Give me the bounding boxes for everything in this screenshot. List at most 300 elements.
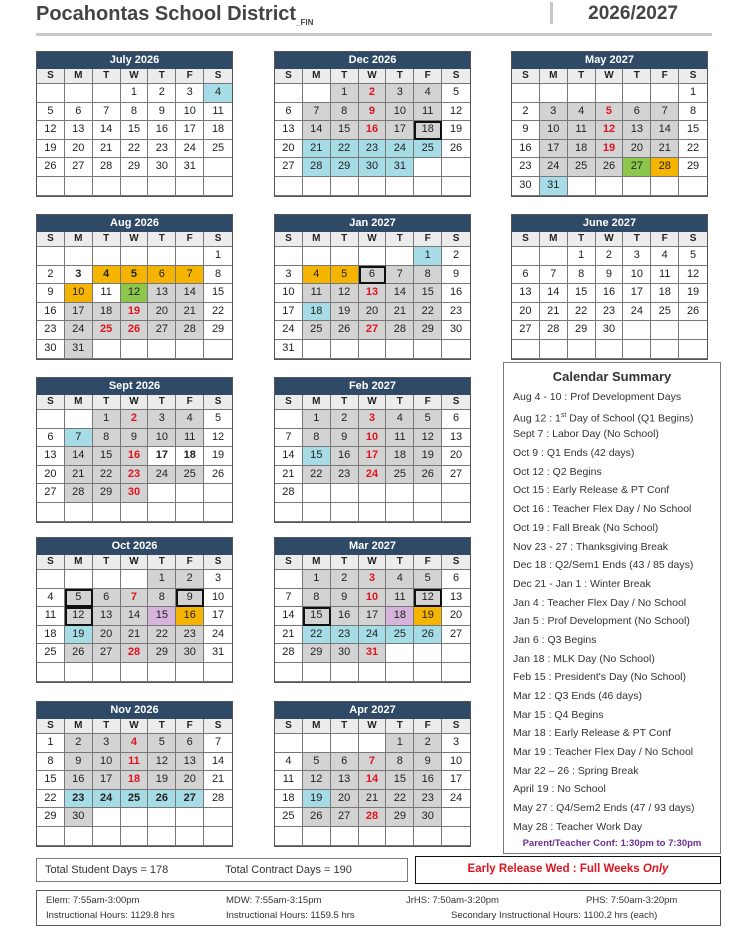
day-cell: 17: [442, 771, 470, 790]
day-cell: 13: [93, 607, 121, 626]
day-cell: 10: [359, 429, 387, 448]
empty-cell: [93, 570, 121, 589]
month-calendar: [36, 377, 233, 523]
day-cell: 14: [540, 284, 568, 303]
day-cell: 25: [37, 644, 65, 663]
weekday-header: F: [651, 232, 679, 247]
day-cell: 12: [442, 103, 470, 122]
day-cell: 27: [93, 644, 121, 663]
day-cell: 23: [121, 466, 149, 485]
empty-cell: [275, 570, 303, 589]
weekday-header: S: [512, 232, 540, 247]
day-cell: 2: [512, 103, 540, 122]
day-cell: 9: [512, 121, 540, 140]
day-cell: 13: [65, 121, 93, 140]
day-cell: 10: [65, 284, 93, 303]
empty-cell: [512, 247, 540, 266]
day-cell: 23: [359, 140, 387, 159]
empty-cell: [331, 247, 359, 266]
month-title: Sept 2026: [37, 378, 232, 395]
summary-item: Nov 23 - 27 : Thanksgiving Break: [513, 540, 669, 553]
empty-cell: [148, 340, 176, 359]
weekday-header: S: [512, 69, 540, 84]
day-cell: 4: [121, 734, 149, 753]
empty-cell: [93, 340, 121, 359]
day-cell: 31: [540, 177, 568, 196]
empty-cell: [275, 177, 303, 196]
empty-cell: [65, 247, 93, 266]
day-cell: 5: [414, 570, 442, 589]
day-cell: 5: [65, 589, 93, 608]
day-cell: 21: [204, 771, 232, 790]
month-grid: [512, 232, 707, 359]
day-cell: 5: [596, 103, 624, 122]
day-cell: 15: [679, 121, 707, 140]
day-cell: 17: [275, 303, 303, 322]
summary-item: Mar 19 : Teacher Flex Day / No School: [513, 746, 694, 759]
summary-item: Dec 21 - Jan 1 : Winter Break: [513, 577, 651, 590]
day-cell: 25: [121, 790, 149, 809]
empty-cell: [414, 484, 442, 503]
day-cell: 28: [386, 321, 414, 340]
day-cell: 24: [93, 790, 121, 809]
empty-cell: [540, 340, 568, 359]
weekday-header: T: [93, 69, 121, 84]
summary-item: Mar 15 : Q4 Begins: [513, 708, 604, 721]
weekday-header: F: [176, 232, 204, 247]
weekday-header: W: [121, 555, 149, 570]
day-cell: 2: [359, 84, 387, 103]
weekday-header: M: [540, 232, 568, 247]
day-cell: 23: [331, 466, 359, 485]
elem-hours: Instructional Hours: 1129.8 hrs: [46, 910, 175, 921]
empty-cell: [204, 484, 232, 503]
month-calendar: [36, 701, 233, 847]
day-cell: 5: [303, 753, 331, 772]
weekday-header: F: [414, 719, 442, 734]
weekday-header: S: [275, 555, 303, 570]
day-cell: 6: [148, 266, 176, 285]
day-cell: 16: [359, 121, 387, 140]
day-cell: 30: [331, 644, 359, 663]
day-cell: 17: [623, 284, 651, 303]
empty-cell: [275, 247, 303, 266]
day-cell: 30: [121, 484, 149, 503]
day-cell: 29: [37, 808, 65, 827]
day-cell: 29: [331, 158, 359, 177]
day-cell: 14: [275, 447, 303, 466]
empty-cell: [386, 340, 414, 359]
day-cell: 16: [65, 771, 93, 790]
day-cell: 7: [65, 429, 93, 448]
empty-cell: [651, 177, 679, 196]
empty-cell: [176, 663, 204, 682]
day-cell: 13: [176, 753, 204, 772]
day-cell: 27: [623, 158, 651, 177]
month-title: Oct 2026: [37, 538, 232, 555]
summary-item: Mar 18 : Early Release & PT Conf: [513, 727, 671, 740]
summary-item: Oct 19 : Fall Break (No School): [513, 521, 659, 534]
weekday-header: F: [176, 719, 204, 734]
day-cell: 28: [204, 790, 232, 809]
secondary-hours: Secondary Instructional Hours: 1100.2 hrs (each): [451, 910, 658, 921]
weekday-header: M: [65, 232, 93, 247]
day-cell: 6: [512, 266, 540, 285]
day-cell: 13: [37, 447, 65, 466]
day-cell: 14: [65, 447, 93, 466]
day-cell: 26: [414, 626, 442, 645]
empty-cell: [275, 734, 303, 753]
day-cell: 4: [386, 410, 414, 429]
day-cell: 13: [623, 121, 651, 140]
empty-cell: [331, 340, 359, 359]
month-grid: [275, 555, 470, 682]
day-cell: 20: [65, 140, 93, 159]
weekday-header: F: [176, 395, 204, 410]
day-cell: 5: [331, 266, 359, 285]
empty-cell: [65, 177, 93, 196]
day-cell: 2: [148, 84, 176, 103]
month-title: Mar 2027: [275, 538, 470, 555]
day-cell: 8: [121, 103, 149, 122]
day-cell: 1: [303, 410, 331, 429]
day-cell: 5: [121, 266, 149, 285]
summary-item: Dec 18 : Q2/Sem1 Ends (43 / 85 days): [513, 559, 694, 572]
month-grid: [275, 69, 470, 196]
weekday-header: W: [359, 719, 387, 734]
empty-cell: [331, 827, 359, 846]
day-cell: 6: [331, 753, 359, 772]
totals-box: [36, 858, 408, 882]
empty-cell: [596, 84, 624, 103]
day-cell: 16: [442, 284, 470, 303]
weekday-header: T: [331, 395, 359, 410]
weekday-header: W: [596, 69, 624, 84]
empty-cell: [93, 808, 121, 827]
day-cell: 20: [512, 303, 540, 322]
day-cell: 22: [679, 140, 707, 159]
day-cell: 28: [275, 484, 303, 503]
month-title: Aug 2026: [37, 215, 232, 232]
weekday-header: F: [651, 69, 679, 84]
day-cell: 26: [37, 158, 65, 177]
day-cell: 1: [204, 247, 232, 266]
empty-cell: [623, 84, 651, 103]
empty-cell: [442, 177, 470, 196]
weekday-header: T: [93, 555, 121, 570]
empty-cell: [37, 827, 65, 846]
empty-cell: [359, 177, 387, 196]
day-cell: 12: [414, 429, 442, 448]
empty-cell: [359, 734, 387, 753]
weekday-header: F: [176, 69, 204, 84]
day-cell: 10: [148, 429, 176, 448]
day-cell: 25: [568, 158, 596, 177]
day-cell: 5: [414, 410, 442, 429]
calendar-summary: [503, 362, 721, 854]
empty-cell: [442, 340, 470, 359]
day-cell: 2: [442, 247, 470, 266]
empty-cell: [37, 177, 65, 196]
day-cell: 1: [37, 734, 65, 753]
weekday-header: W: [121, 719, 149, 734]
weekday-header: S: [204, 555, 232, 570]
weekday-header: M: [303, 232, 331, 247]
empty-cell: [568, 84, 596, 103]
weekday-header: M: [303, 395, 331, 410]
summary-item: April 19 : No School: [513, 783, 606, 796]
day-cell: 2: [331, 570, 359, 589]
day-cell: 29: [148, 644, 176, 663]
empty-cell: [204, 340, 232, 359]
weekday-header: S: [37, 395, 65, 410]
weekday-header: W: [359, 69, 387, 84]
day-cell: 30: [442, 321, 470, 340]
early-release-note: Early Release Wed : Full Weeks Only: [415, 856, 721, 884]
day-cell: 27: [442, 626, 470, 645]
empty-cell: [679, 177, 707, 196]
empty-cell: [386, 663, 414, 682]
day-cell: 3: [359, 570, 387, 589]
weekday-header: T: [386, 232, 414, 247]
month-calendar: [511, 214, 708, 360]
empty-cell: [121, 663, 149, 682]
day-cell: 26: [331, 321, 359, 340]
empty-cell: [37, 570, 65, 589]
day-cell: 29: [204, 321, 232, 340]
day-cell: 2: [121, 410, 149, 429]
day-cell: 30: [512, 177, 540, 196]
empty-cell: [37, 663, 65, 682]
day-cell: 16: [176, 607, 204, 626]
day-cell: 26: [414, 466, 442, 485]
summary-item: Sept 7 : Labor Day (No School): [513, 428, 659, 441]
empty-cell: [176, 503, 204, 522]
empty-cell: [65, 663, 93, 682]
weekday-header: S: [275, 69, 303, 84]
weekday-header: W: [359, 232, 387, 247]
day-cell: 20: [359, 303, 387, 322]
summary-title: Calendar Summary: [552, 369, 672, 384]
weekday-header: M: [540, 69, 568, 84]
empty-cell: [148, 503, 176, 522]
summary-item: Oct 12 : Q2 Begins: [513, 465, 602, 478]
day-cell: 27: [37, 484, 65, 503]
day-cell: 1: [121, 84, 149, 103]
day-cell: 2: [596, 247, 624, 266]
day-cell: 3: [204, 570, 232, 589]
empty-cell: [93, 663, 121, 682]
empty-cell: [386, 644, 414, 663]
day-cell: 17: [176, 121, 204, 140]
weekday-header: T: [148, 555, 176, 570]
day-cell: 31: [275, 340, 303, 359]
day-cell: 6: [275, 103, 303, 122]
day-cell: 13: [442, 589, 470, 608]
empty-cell: [442, 808, 470, 827]
empty-cell: [93, 503, 121, 522]
weekday-header: M: [303, 555, 331, 570]
summary-item: Mar 22 – 26 : Spring Break: [513, 764, 639, 777]
empty-cell: [275, 827, 303, 846]
day-cell: 14: [303, 121, 331, 140]
day-cell: 11: [651, 266, 679, 285]
day-cell: 24: [540, 158, 568, 177]
empty-cell: [331, 663, 359, 682]
day-cell: 14: [386, 284, 414, 303]
day-cell: 23: [37, 321, 65, 340]
day-cell: 14: [204, 753, 232, 772]
empty-cell: [148, 247, 176, 266]
day-cell: 24: [148, 466, 176, 485]
summary-item: Oct 9 : Q1 Ends (42 days): [513, 447, 635, 460]
empty-cell: [176, 247, 204, 266]
day-cell: 19: [414, 607, 442, 626]
day-cell: 7: [275, 589, 303, 608]
day-cell: 3: [386, 84, 414, 103]
day-cell: 22: [204, 303, 232, 322]
day-cell: 6: [359, 266, 387, 285]
empty-cell: [540, 84, 568, 103]
summary-item: Feb 15 : President's Day (No School): [513, 671, 686, 684]
day-cell: 21: [121, 626, 149, 645]
month-grid: [37, 395, 232, 522]
day-cell: 2: [414, 734, 442, 753]
day-cell: 19: [148, 771, 176, 790]
empty-cell: [93, 827, 121, 846]
day-cell: 28: [65, 484, 93, 503]
month-calendar: [274, 51, 471, 197]
weekday-header: T: [148, 719, 176, 734]
day-cell: 7: [176, 266, 204, 285]
summary-item: Mar 12 : Q3 Ends (46 days): [513, 690, 642, 702]
empty-cell: [442, 827, 470, 846]
day-cell: 15: [204, 284, 232, 303]
empty-cell: [623, 321, 651, 340]
day-cell: 19: [65, 626, 93, 645]
month-grid: [512, 69, 707, 196]
month-calendar: [36, 214, 233, 360]
day-cell: 10: [540, 121, 568, 140]
day-cell: 23: [512, 158, 540, 177]
day-cell: 10: [176, 103, 204, 122]
day-cell: 1: [303, 570, 331, 589]
mdw-times: MDW: 7:55am-3:15pm: [226, 895, 322, 906]
day-cell: 8: [568, 266, 596, 285]
weekday-header: W: [596, 232, 624, 247]
day-cell: 7: [651, 103, 679, 122]
day-cell: 4: [204, 84, 232, 103]
empty-cell: [65, 84, 93, 103]
header: [36, 0, 712, 36]
day-cell: 17: [93, 771, 121, 790]
month-title: June 2027: [512, 215, 707, 232]
day-cell: 15: [386, 771, 414, 790]
day-cell: 9: [359, 103, 387, 122]
day-cell: 27: [275, 158, 303, 177]
day-cell: 22: [331, 140, 359, 159]
weekday-header: T: [331, 69, 359, 84]
month-calendar: [274, 701, 471, 847]
mdw-hours: Instructional Hours: 1159.5 hrs: [226, 910, 355, 921]
day-cell: 9: [121, 429, 149, 448]
day-cell: 15: [121, 121, 149, 140]
day-cell: 29: [121, 158, 149, 177]
empty-cell: [121, 247, 149, 266]
empty-cell: [176, 827, 204, 846]
day-cell: 12: [303, 771, 331, 790]
weekday-header: S: [204, 232, 232, 247]
day-cell: 22: [303, 466, 331, 485]
month-title: Nov 2026: [37, 702, 232, 719]
month-title: July 2026: [37, 52, 232, 69]
day-cell: 16: [331, 447, 359, 466]
day-cell: 18: [93, 303, 121, 322]
weekday-header: F: [414, 555, 442, 570]
total-contract-days: Total Contract Days = 190: [225, 864, 352, 876]
empty-cell: [331, 734, 359, 753]
summary-item: Jan 6 : Q3 Begins: [513, 633, 597, 646]
empty-cell: [651, 321, 679, 340]
empty-cell: [331, 484, 359, 503]
weekday-header: S: [442, 232, 470, 247]
day-cell: 29: [414, 321, 442, 340]
day-cell: 27: [65, 158, 93, 177]
day-cell: 17: [148, 447, 176, 466]
weekday-header: S: [37, 232, 65, 247]
day-cell: 6: [93, 589, 121, 608]
day-cell: 26: [679, 303, 707, 322]
day-cell: 15: [303, 447, 331, 466]
elem-times: Elem: 7:55am-3:00pm: [46, 895, 140, 906]
weekday-header: T: [386, 719, 414, 734]
day-cell: 1: [331, 84, 359, 103]
day-cell: 12: [121, 284, 149, 303]
day-cell: 19: [596, 140, 624, 159]
day-cell: 1: [148, 570, 176, 589]
empty-cell: [359, 827, 387, 846]
day-cell: 29: [93, 484, 121, 503]
empty-cell: [303, 503, 331, 522]
day-cell: 12: [37, 121, 65, 140]
day-cell: 13: [359, 284, 387, 303]
day-cell: 30: [596, 321, 624, 340]
day-cell: 4: [386, 570, 414, 589]
day-cell: 15: [93, 447, 121, 466]
day-cell: 20: [623, 140, 651, 159]
empty-cell: [65, 503, 93, 522]
empty-cell: [303, 247, 331, 266]
empty-cell: [303, 484, 331, 503]
day-cell: 21: [359, 790, 387, 809]
empty-cell: [568, 340, 596, 359]
day-cell: 28: [275, 644, 303, 663]
empty-cell: [176, 484, 204, 503]
day-cell: 8: [386, 753, 414, 772]
month-grid: [37, 232, 232, 359]
day-cell: 1: [568, 247, 596, 266]
day-cell: 12: [414, 589, 442, 608]
weekday-header: T: [386, 395, 414, 410]
day-cell: 20: [176, 771, 204, 790]
summary-item: Oct 16 : Teacher Flex Day / No School: [513, 503, 692, 516]
summary-item: Aug 4 - 10 : Prof Development Days: [513, 391, 682, 403]
empty-cell: [275, 84, 303, 103]
day-cell: 23: [176, 626, 204, 645]
day-cell: 1: [93, 410, 121, 429]
weekday-header: T: [93, 719, 121, 734]
empty-cell: [442, 158, 470, 177]
